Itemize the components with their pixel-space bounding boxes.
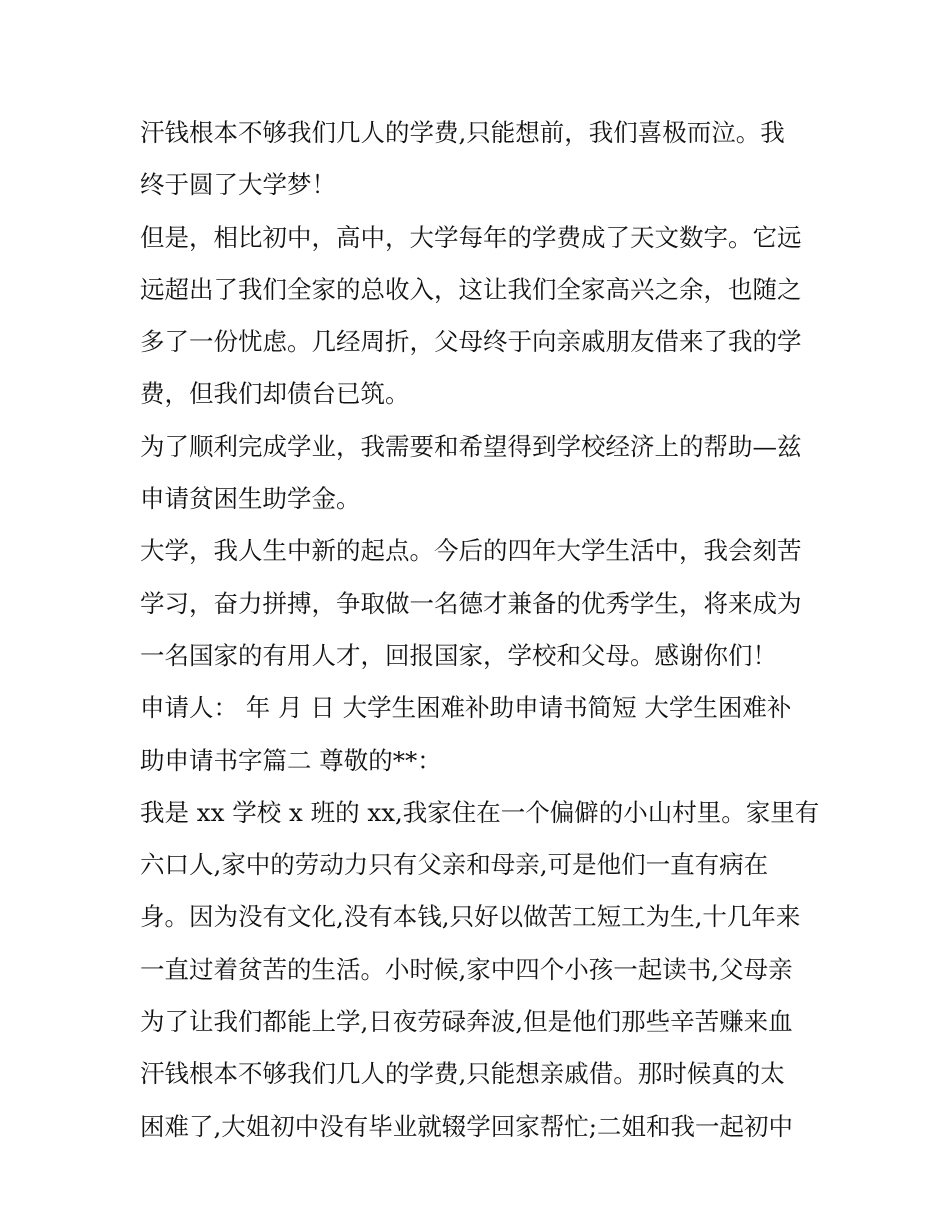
text-line: 身。因为没有文化,没有本钱,只好以做苦工短工为生,十几年来 — [140, 902, 801, 932]
text-line: 但是，相比初中，高中，大学每年的学费成了天文数字。它远 — [140, 222, 802, 252]
text-line: 一名国家的有用人才，回报国家，学校和父母。感谢你们！ — [140, 640, 777, 670]
text-line: 多了一份忧虑。几经周折，父母终于向亲戚朋友借来了我的学 — [140, 327, 802, 357]
text-line: 申请贫困生助学金。 — [140, 484, 361, 514]
text-line: 远超出了我们全家的总收入，这让我们全家高兴之余，也随之 — [140, 274, 802, 304]
text-line: 为了顺利完成学业，我需要和希望得到学校经济上的帮助—兹 — [140, 431, 802, 461]
text-line: 我是 xx 学校 x 班的 xx,我家住在一个偏僻的小山村里。家里有 — [140, 797, 820, 827]
text-line: 为了让我们都能上学,日夜劳碌奔波,但是他们那些辛苦赚来血 — [140, 1007, 793, 1037]
text-line: 汗钱根本不够我们几人的学费,只能想前，我们喜极而泣。我 — [140, 118, 785, 147]
text-line: 申请人： 年 月 日 大学生困难补助申请书简短 大学生困难补 — [140, 693, 792, 723]
text-line: 汗钱根本不够我们几人的学费,只能想亲戚借。那时候真的太 — [140, 1059, 785, 1089]
text-line: 困难了,大姐初中没有毕业就辍学回家帮忙;二姐和我一起初中 — [140, 1111, 794, 1141]
text-line: 学习，奋力拼搏，争取做一名德才兼备的优秀学生，将来成为 — [140, 588, 802, 618]
text-line: 大学，我人生中新的起点。今后的四年大学生活中，我会刻苦 — [140, 536, 802, 566]
text-line: 助申请书字篇二 尊敬的**： — [140, 745, 442, 775]
text-line: 六口人,家中的劳动力只有父亲和母亲,可是他们一直有病在 — [140, 850, 769, 880]
text-line: 费，但我们却债台已筑。 — [140, 379, 410, 409]
document-body — [140, 107, 820, 1153]
text-line: 终于圆了大学梦！ — [140, 170, 336, 200]
text-line: 一直过着贫苦的生活。小时候,家中四个小孩一起读书,父母亲 — [140, 954, 793, 984]
